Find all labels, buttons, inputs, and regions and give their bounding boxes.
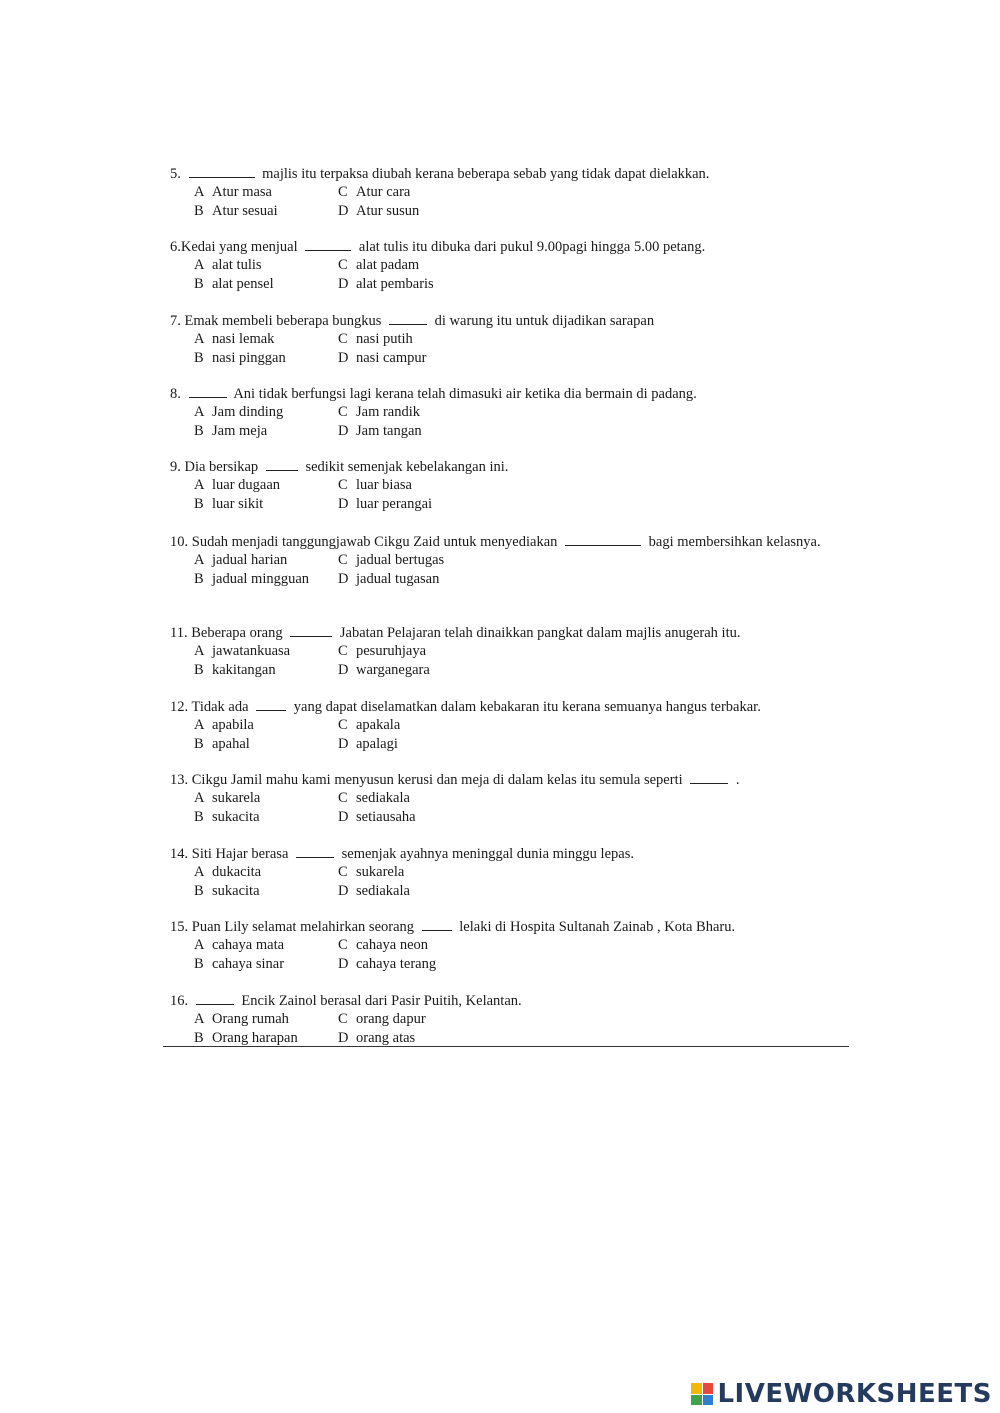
option-b[interactable]: B kakitangan — [194, 661, 276, 678]
stem-text-after: . — [735, 772, 740, 788]
options — [194, 642, 830, 679]
options — [194, 256, 830, 293]
stem-text-after: di warung itu untuk dijadikan sarapan — [434, 313, 655, 329]
option-d[interactable]: D setiausaha — [338, 808, 416, 825]
option-d[interactable]: D cahaya terang — [338, 955, 437, 972]
answer-blank[interactable] — [305, 238, 351, 251]
options — [194, 863, 830, 900]
option-a[interactable]: A luar dugaan — [194, 477, 281, 493]
option-b[interactable]: B cahaya sinar — [194, 955, 285, 972]
stem-text-before: 9. Dia bersikap — [170, 459, 259, 475]
question-stem — [170, 771, 830, 789]
question-9 — [170, 458, 830, 513]
option-a[interactable]: A jawatankuasa — [194, 643, 291, 659]
stem-text-after: semenjak ayahnya meninggal dunia minggu lepas. — [341, 846, 634, 862]
stem-text-before: 5. — [170, 166, 181, 182]
stem-text-before: 14. Siti Hajar berasa — [170, 846, 289, 862]
logo-square-1 — [691, 1383, 702, 1394]
option-a[interactable]: A Atur masa — [194, 184, 272, 200]
options — [194, 183, 830, 220]
stem-text-before: 13. Cikgu Jamil mahu kami menyusun kerusi dan meja di dalam kelas itu semula seperti — [170, 772, 683, 788]
option-b[interactable]: B jadual mingguan — [194, 570, 310, 587]
option-d[interactable]: D Atur susun — [338, 202, 420, 219]
logo-square-4 — [703, 1395, 714, 1406]
question-stem — [170, 458, 830, 476]
option-d[interactable]: D orang atas — [338, 1029, 416, 1046]
options — [194, 936, 830, 973]
option-c[interactable]: C sukarela — [338, 864, 405, 880]
option-a[interactable]: A cahaya mata — [194, 937, 285, 953]
stem-text-before: 16. — [170, 993, 189, 1009]
divider-line — [163, 1046, 849, 1047]
stem-text-after: Ani tidak berfungsi lagi kerana telah dimasuki air ketika dia bermain di padang. — [233, 386, 697, 402]
answer-blank[interactable] — [422, 918, 452, 931]
question-8 — [170, 385, 830, 440]
option-b[interactable]: B sukacita — [194, 882, 260, 899]
question-12 — [170, 698, 830, 753]
question-5 — [170, 165, 830, 220]
option-b[interactable]: B alat pensel — [194, 275, 274, 292]
option-a[interactable]: A apabila — [194, 717, 254, 733]
stem-text-before: 15. Puan Lily selamat melahirkan seorang — [170, 919, 415, 935]
question-stem — [170, 385, 830, 403]
options — [194, 1010, 830, 1047]
question-stem — [170, 165, 830, 183]
option-c[interactable]: C jadual bertugas — [338, 552, 445, 568]
option-c[interactable]: C luar biasa — [338, 477, 412, 493]
option-d[interactable]: D sediakala — [338, 882, 410, 899]
stem-text-after: sedikit semenjak kebelakangan ini. — [305, 459, 509, 475]
option-c[interactable]: C orang dapur — [338, 1011, 426, 1027]
answer-blank[interactable] — [266, 458, 298, 471]
option-d[interactable]: D alat pembaris — [338, 275, 434, 292]
stem-text-after: alat tulis itu dibuka dari pukul 9.00pagi hingga 5.00 petang. — [358, 239, 706, 255]
brand-name: LIVEWORKSHEETS — [717, 1379, 992, 1409]
option-b[interactable]: B nasi pinggan — [194, 349, 286, 366]
question-14 — [170, 845, 830, 900]
liveworksheets-logo-icon — [691, 1383, 713, 1405]
stem-text-before: 10. Sudah menjadi tanggungjawab Cikgu Zaid untuk menyediakan — [170, 534, 558, 550]
stem-text-after: lelaki di Hospita Sultanah Zainab , Kota Bharu. — [459, 919, 736, 935]
stem-text-before: 7. Emak membeli beberapa bungkus — [170, 313, 382, 329]
option-d[interactable]: D warganegara — [338, 661, 430, 678]
option-a[interactable]: A nasi lemak — [194, 331, 275, 347]
option-b[interactable]: B apahal — [194, 735, 250, 752]
options — [194, 476, 830, 513]
option-d[interactable]: D apalagi — [338, 735, 398, 752]
question-stem — [170, 312, 830, 330]
option-c[interactable]: C alat padam — [338, 257, 420, 273]
stem-text-after: majlis itu terpaksa diubah kerana beberapa sebab yang tidak dapat dielakkan. — [262, 166, 710, 182]
option-a[interactable]: A Orang rumah — [194, 1011, 289, 1027]
options — [194, 789, 830, 826]
answer-blank[interactable] — [389, 312, 427, 325]
stem-text-before: 8. — [170, 386, 181, 402]
option-c[interactable]: C apakala — [338, 717, 401, 733]
logo-square-2 — [703, 1383, 714, 1394]
option-c[interactable]: C cahaya neon — [338, 937, 429, 953]
option-d[interactable]: D nasi campur — [338, 349, 427, 366]
liveworksheets-brand — [691, 1379, 992, 1409]
option-d[interactable]: D jadual tugasan — [338, 570, 440, 587]
option-c[interactable]: C sediakala — [338, 790, 410, 806]
option-a[interactable]: A jadual harian — [194, 552, 288, 568]
question-13 — [170, 771, 830, 826]
question-6 — [170, 238, 830, 293]
question-stem — [170, 238, 830, 256]
answer-blank[interactable] — [565, 533, 641, 546]
options — [194, 716, 830, 753]
answer-blank[interactable] — [196, 992, 234, 1005]
stem-text-after: bagi membersihkan kelasnya. — [648, 534, 821, 550]
question-7 — [170, 312, 830, 367]
answer-blank[interactable] — [256, 698, 286, 711]
option-c[interactable]: C Jam randik — [338, 404, 421, 420]
option-c[interactable]: C pesuruhjaya — [338, 643, 427, 659]
logo-square-3 — [691, 1395, 702, 1406]
answer-blank[interactable] — [690, 771, 728, 784]
option-b[interactable]: B Orang harapan — [194, 1029, 298, 1046]
answer-blank[interactable] — [296, 845, 334, 858]
options — [194, 551, 830, 588]
option-a[interactable]: A alat tulis — [194, 257, 262, 273]
question-stem — [170, 533, 830, 551]
option-a[interactable]: A Jam dinding — [194, 404, 284, 420]
answer-blank[interactable] — [189, 385, 227, 398]
stem-text-after: yang dapat diselamatkan dalam kebakaran itu kerana semuanya hangus terbakar. — [293, 699, 761, 715]
option-a[interactable]: A dukacita — [194, 864, 262, 880]
stem-text-before: 6.Kedai yang menjual — [170, 239, 298, 255]
option-c[interactable]: C nasi putih — [338, 331, 413, 347]
answer-blank[interactable] — [290, 624, 332, 637]
option-b[interactable]: B luar sikit — [194, 495, 264, 512]
option-d[interactable]: D Jam tangan — [338, 422, 422, 439]
answer-blank[interactable] — [189, 165, 255, 178]
question-stem — [170, 918, 830, 936]
option-d[interactable]: D luar perangai — [338, 495, 433, 512]
question-10 — [170, 533, 830, 588]
stem-text-after: Jabatan Pelajaran telah dinaikkan pangkat dalam majlis anugerah itu. — [339, 625, 741, 641]
stem-text-before: 11. Beberapa orang — [170, 625, 283, 641]
question-15 — [170, 918, 830, 973]
option-c[interactable]: C Atur cara — [338, 184, 411, 200]
stem-text-before: 12. Tidak ada — [170, 699, 249, 715]
option-b[interactable]: B sukacita — [194, 808, 260, 825]
stem-text-after: Encik Zainol berasal dari Pasir Puitih, Kelantan. — [241, 993, 522, 1009]
option-b[interactable]: B Atur sesuai — [194, 202, 278, 219]
options — [194, 403, 830, 440]
question-11 — [170, 624, 830, 679]
question-16 — [170, 992, 830, 1047]
option-a[interactable]: A sukarela — [194, 790, 261, 806]
option-b[interactable]: B Jam meja — [194, 422, 268, 439]
question-stem — [170, 845, 830, 863]
question-stem — [170, 624, 830, 642]
options — [194, 330, 830, 367]
question-stem — [170, 698, 830, 716]
question-stem — [170, 992, 830, 1010]
